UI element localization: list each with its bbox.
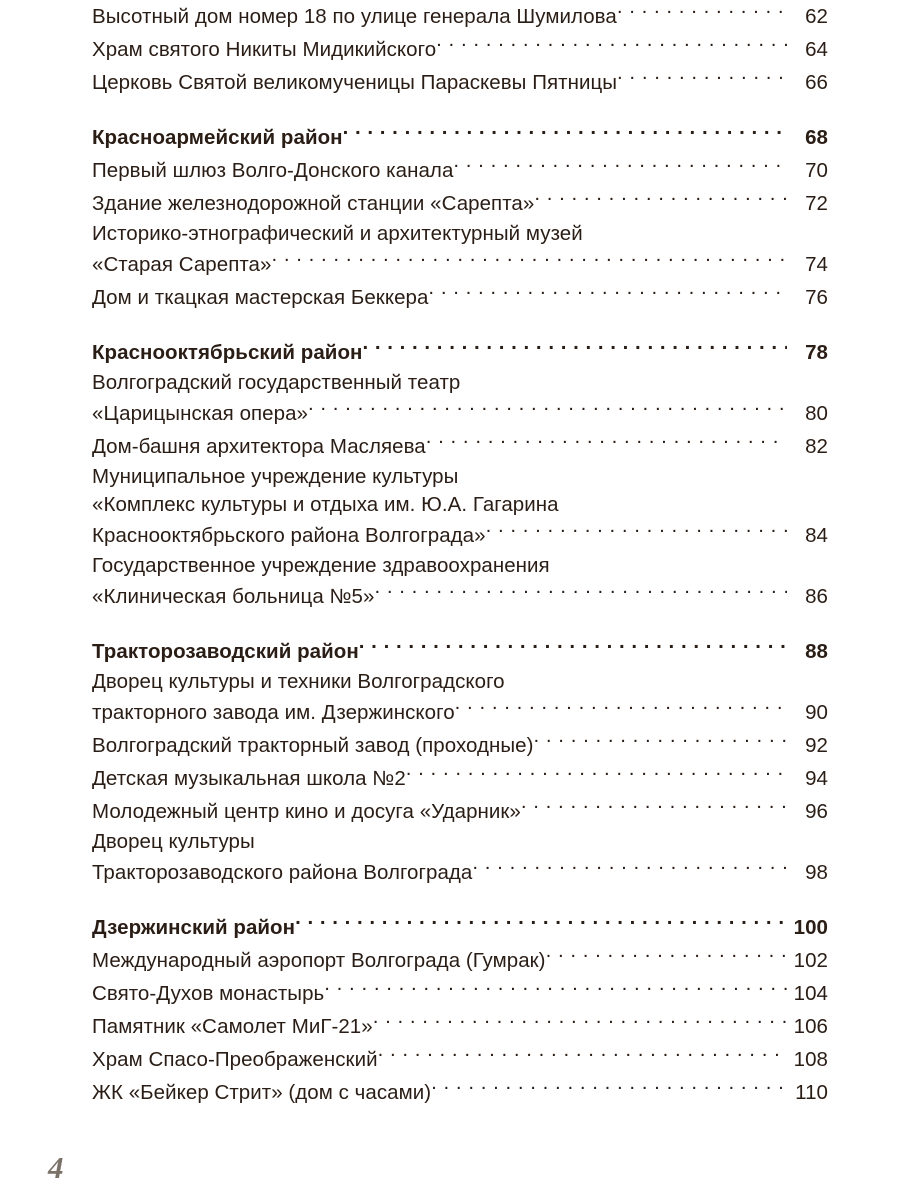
dot-leader bbox=[343, 124, 787, 145]
toc-entry-last-line bbox=[92, 430, 828, 463]
page-folio-number: 4 bbox=[48, 1150, 64, 1185]
toc-leader-row bbox=[92, 519, 828, 552]
dot-leader bbox=[426, 433, 787, 454]
toc-page-number: 98 bbox=[805, 861, 828, 884]
toc-leader-row bbox=[92, 580, 828, 613]
dot-leader bbox=[453, 157, 787, 178]
toc-item[interactable] bbox=[92, 729, 828, 762]
dot-leader bbox=[308, 400, 787, 421]
dot-leader bbox=[373, 1013, 787, 1034]
toc-page-number: 110 bbox=[795, 1081, 828, 1104]
toc-page-number: 80 bbox=[805, 402, 828, 425]
toc-leader-row bbox=[92, 1043, 828, 1076]
toc-entry-title: Краснооктябрьский район bbox=[92, 341, 363, 364]
toc-item[interactable] bbox=[92, 430, 828, 463]
dot-leader bbox=[617, 69, 787, 90]
toc-entry-title: Дом и ткацкая мастерская Беккера bbox=[92, 286, 429, 309]
toc-entry-last-line bbox=[92, 944, 828, 977]
toc-page-number: 106 bbox=[793, 1015, 828, 1038]
toc-leader-row bbox=[92, 856, 828, 889]
toc-leader-row bbox=[92, 248, 828, 281]
toc-entry-title: Дом-башня архитектора Масляева bbox=[92, 435, 426, 458]
toc-entry-last-line bbox=[92, 977, 828, 1010]
toc-item[interactable] bbox=[92, 0, 828, 33]
toc-page-number: 108 bbox=[793, 1048, 828, 1071]
toc-page-number: 88 bbox=[805, 640, 828, 663]
toc-entry-title: «Старая Сарепта» bbox=[92, 253, 272, 276]
dot-leader bbox=[271, 251, 787, 272]
toc-leader-row bbox=[92, 336, 828, 369]
toc-item[interactable] bbox=[92, 668, 828, 729]
toc-page-number: 104 bbox=[793, 982, 828, 1005]
dot-leader bbox=[617, 3, 787, 24]
toc-entry-title: Здание железнодорожной станции «Сарепта» bbox=[92, 192, 535, 215]
toc-entry-title-continued: Муниципальное учреждение культуры bbox=[92, 465, 459, 488]
toc-leader-row bbox=[92, 121, 828, 154]
toc-item[interactable] bbox=[92, 828, 828, 889]
toc-entry-title: «Царицынская опера» bbox=[92, 402, 308, 425]
toc-entry-title: тракторного завода им. Дзержинского bbox=[92, 701, 455, 724]
toc-page-number: 68 bbox=[805, 126, 828, 149]
dot-leader bbox=[546, 947, 787, 968]
toc-leader-row bbox=[92, 911, 828, 944]
toc-leader-row bbox=[92, 66, 828, 99]
toc-leader-row bbox=[92, 281, 828, 314]
dot-leader bbox=[534, 732, 787, 753]
toc-entry-title: Свято-Духов монастырь bbox=[92, 982, 325, 1005]
toc-leader-row bbox=[92, 944, 828, 977]
toc-page-number: 84 bbox=[805, 524, 828, 547]
toc-item[interactable] bbox=[92, 944, 828, 977]
toc-entry-last-line bbox=[92, 336, 828, 369]
dot-leader bbox=[406, 765, 787, 786]
toc-entry-last-line bbox=[92, 187, 828, 220]
toc-entry-title: Тракторозаводский район bbox=[92, 640, 359, 663]
toc-entry-title: Церковь Святой великомученицы Параскевы Пятницы bbox=[92, 71, 618, 94]
toc-entry-line bbox=[92, 668, 828, 696]
toc-entry-title-continued: Дворец культуры и техники Волгоградского bbox=[92, 670, 505, 693]
toc-leader-row bbox=[92, 397, 828, 430]
toc-item[interactable] bbox=[92, 795, 828, 828]
toc-entry-last-line bbox=[92, 281, 828, 314]
toc-entry-last-line bbox=[92, 1010, 828, 1043]
toc-page-number: 90 bbox=[805, 701, 828, 724]
toc-entry-line bbox=[92, 369, 828, 397]
table-of-contents bbox=[92, 0, 828, 1109]
toc-entry-title: Храм святого Никиты Мидикийского bbox=[92, 38, 437, 61]
toc-item[interactable] bbox=[92, 33, 828, 66]
toc-page-number: 92 bbox=[805, 734, 828, 757]
toc-page-number: 64 bbox=[805, 38, 828, 61]
toc-entry-line bbox=[92, 552, 828, 580]
toc-entry-line bbox=[92, 491, 828, 519]
toc-entry-title: «Клиническая больница №5» bbox=[92, 585, 375, 608]
toc-page-number: 62 bbox=[805, 5, 828, 28]
toc-page-number: 70 bbox=[805, 159, 828, 182]
toc-item[interactable] bbox=[92, 977, 828, 1010]
toc-item[interactable] bbox=[92, 281, 828, 314]
toc-leader-row bbox=[92, 430, 828, 463]
toc-leader-row bbox=[92, 729, 828, 762]
toc-entry-title-continued: Волгоградский государственный театр bbox=[92, 371, 461, 394]
toc-page-number: 102 bbox=[793, 949, 828, 972]
toc-entry-line bbox=[92, 463, 828, 491]
toc-page-number: 66 bbox=[805, 71, 828, 94]
toc-page-number: 74 bbox=[805, 253, 828, 276]
toc-entry-last-line bbox=[92, 121, 828, 154]
toc-entry-title: Красноармейский район bbox=[92, 126, 343, 149]
toc-entry-title: Детская музыкальная школа №2 bbox=[92, 767, 406, 790]
dot-leader bbox=[362, 339, 787, 360]
toc-item[interactable] bbox=[92, 154, 828, 187]
toc-entry-title-continued: Историко-этнографический и архитектурный музей bbox=[92, 222, 583, 245]
toc-item[interactable] bbox=[92, 1076, 828, 1109]
toc-entry-last-line bbox=[92, 1076, 828, 1109]
toc-leader-row bbox=[92, 33, 828, 66]
toc-item[interactable] bbox=[92, 1010, 828, 1043]
toc-entry-title: Молодежный центр кино и досуга «Ударник» bbox=[92, 800, 521, 823]
dot-leader bbox=[521, 798, 787, 819]
toc-page-number: 86 bbox=[805, 585, 828, 608]
toc-page-number: 94 bbox=[805, 767, 828, 790]
toc-item[interactable] bbox=[92, 1043, 828, 1076]
toc-entry-title-continued: «Комплекс культуры и отдыха им. Ю.А. Гагарина bbox=[92, 493, 559, 516]
toc-leader-row bbox=[92, 795, 828, 828]
dot-leader bbox=[359, 638, 787, 659]
toc-entry-last-line bbox=[92, 154, 828, 187]
dot-leader bbox=[378, 1046, 787, 1067]
dot-leader bbox=[472, 859, 787, 880]
dot-leader bbox=[374, 583, 787, 604]
toc-entry-last-line bbox=[92, 762, 828, 795]
toc-page-number: 82 bbox=[805, 435, 828, 458]
toc-entry-title-continued: Государственное учреждение здравоохранения bbox=[92, 554, 550, 577]
dot-leader bbox=[455, 699, 787, 720]
dot-leader bbox=[486, 522, 787, 543]
dot-leader bbox=[295, 914, 787, 935]
toc-page-number: 96 bbox=[805, 800, 828, 823]
toc-leader-row bbox=[92, 1010, 828, 1043]
toc-section-heading[interactable] bbox=[92, 121, 828, 154]
toc-entry-title: Тракторозаводского района Волгограда bbox=[92, 861, 473, 884]
toc-page-number: 100 bbox=[793, 916, 828, 939]
toc-page-number: 78 bbox=[805, 341, 828, 364]
dot-leader bbox=[324, 980, 786, 1001]
toc-entry-last-line bbox=[92, 729, 828, 762]
toc-leader-row bbox=[92, 977, 828, 1010]
toc-entry-last-line bbox=[92, 248, 828, 281]
toc-entry-line bbox=[92, 828, 828, 856]
toc-entry-title-continued: Дворец культуры bbox=[92, 830, 255, 853]
toc-page-number: 72 bbox=[805, 192, 828, 215]
toc-entry-last-line bbox=[92, 696, 828, 729]
toc-leader-row bbox=[92, 154, 828, 187]
toc-entry-title: Храм Спасо-Преображенский bbox=[92, 1048, 378, 1071]
toc-section-heading[interactable] bbox=[92, 635, 828, 668]
toc-entry-title: Краснооктябрьского района Волгограда» bbox=[92, 524, 486, 547]
toc-leader-row bbox=[92, 696, 828, 729]
toc-entry-title: Волгоградский тракторный завод (проходные) bbox=[92, 734, 534, 757]
toc-page-number: 76 bbox=[805, 286, 828, 309]
dot-leader bbox=[534, 190, 787, 211]
toc-entry-last-line bbox=[92, 795, 828, 828]
toc-leader-row bbox=[92, 0, 828, 33]
toc-entry-last-line bbox=[92, 911, 828, 944]
toc-entry-last-line bbox=[92, 0, 828, 33]
toc-entry-last-line bbox=[92, 519, 828, 552]
toc-leader-row bbox=[92, 635, 828, 668]
toc-item[interactable] bbox=[92, 187, 828, 220]
toc-item[interactable] bbox=[92, 220, 828, 281]
toc-entry-last-line bbox=[92, 1043, 828, 1076]
toc-section-heading[interactable] bbox=[92, 336, 828, 369]
toc-entry-last-line bbox=[92, 33, 828, 66]
toc-entry-title: Дзержинский район bbox=[92, 916, 296, 939]
toc-leader-row bbox=[92, 187, 828, 220]
dot-leader bbox=[428, 284, 787, 305]
toc-item[interactable] bbox=[92, 66, 828, 99]
dot-leader bbox=[431, 1079, 787, 1100]
toc-entry-last-line bbox=[92, 580, 828, 613]
toc-entry-title: Высотный дом номер 18 по улице генерала Шумилова bbox=[92, 5, 617, 28]
toc-entry-last-line bbox=[92, 397, 828, 430]
toc-entry-title: Международный аэропорт Волгограда (Гумрак) bbox=[92, 949, 546, 972]
toc-entry-last-line bbox=[92, 635, 828, 668]
toc-entry-line bbox=[92, 220, 828, 248]
dot-leader bbox=[436, 36, 787, 57]
toc-item[interactable] bbox=[92, 552, 828, 613]
toc-item[interactable] bbox=[92, 762, 828, 795]
toc-entry-last-line bbox=[92, 66, 828, 99]
toc-leader-row bbox=[92, 762, 828, 795]
toc-entry-title: Памятник «Самолет МиГ-21» bbox=[92, 1015, 373, 1038]
toc-entry-last-line bbox=[92, 856, 828, 889]
toc-section-heading[interactable] bbox=[92, 911, 828, 944]
toc-leader-row bbox=[92, 1076, 828, 1109]
toc-item[interactable] bbox=[92, 463, 828, 552]
toc-entry-title: Первый шлюз Волго-Донского канала bbox=[92, 159, 454, 182]
toc-item[interactable] bbox=[92, 369, 828, 430]
toc-entry-title: ЖК «Бейкер Стрит» (дом с часами) bbox=[92, 1081, 432, 1104]
